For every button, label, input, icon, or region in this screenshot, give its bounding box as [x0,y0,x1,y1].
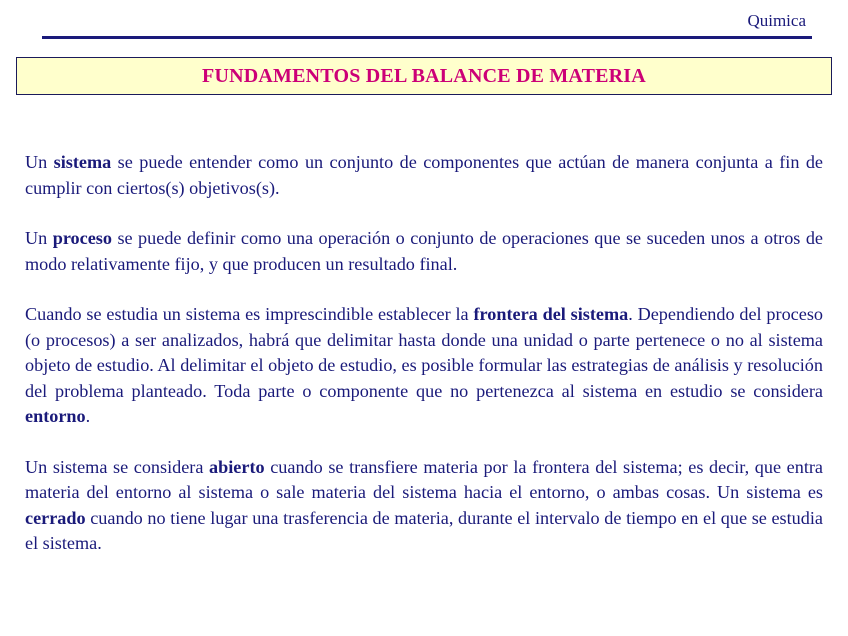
term-frontera-del-sistema: frontera del sistema [473,304,629,324]
text-run: Un [25,152,54,172]
term-proceso: proceso [52,228,112,248]
text-run: . [85,406,91,426]
text-run: Un [25,228,53,248]
document-body [25,150,823,582]
text-run: se puede definir como una operación o conjunto de operaciones que se suceden unos a otros de modo relativamente fijo, y que producen un resultado final. [25,228,823,274]
text-run: . Dependiendo del proceso (o procesos) a ser analizados, habrá que delimitar hasta donde una unidad o parte pertenece o no al sistema objeto de estudio. Al delimitar el objeto de estudio, es posible formular las estrategias de análisis y resolución del problema planteado. Toda parte o componente que no pertenezca al sistema en estudio se considera [25,304,823,401]
header-label: Quimica [747,11,806,30]
header-divider [42,36,812,39]
term-entorno: entorno [25,406,86,426]
paragraph-proceso [25,226,823,277]
term-sistema: sistema [53,152,112,172]
page-title: FUNDAMENTOS DEL BALANCE DE MATERIA [202,64,646,87]
term-cerrado: cerrado [25,507,86,528]
text-run: cuando no tiene lugar una trasferencia de materia, durante el intervalo de tiempo en el que se estudia el sistema. [25,507,823,553]
paragraph-abierto-cerrado [25,455,823,557]
text-run: se puede entender como un conjunto de componentes que actúan de manera conjunta a fin de cumplir con ciertos(s) objetivos(s). [25,152,823,198]
text-run: Cuando se estudia un sistema es imprescindible establecer la [25,304,474,324]
paragraph-sistema [25,150,823,201]
title-box [16,57,832,95]
term-abierto: abierto [209,456,265,477]
text-run: Un sistema se considera [25,456,210,477]
paragraph-frontera [25,302,823,430]
text-run: cuando se transfiere materia por la frontera del sistema; es decir, que entra materia del entorno al sistema o sale materia del sistema hacia el entorno, o ambas cosas. Un sistema es [25,456,823,502]
